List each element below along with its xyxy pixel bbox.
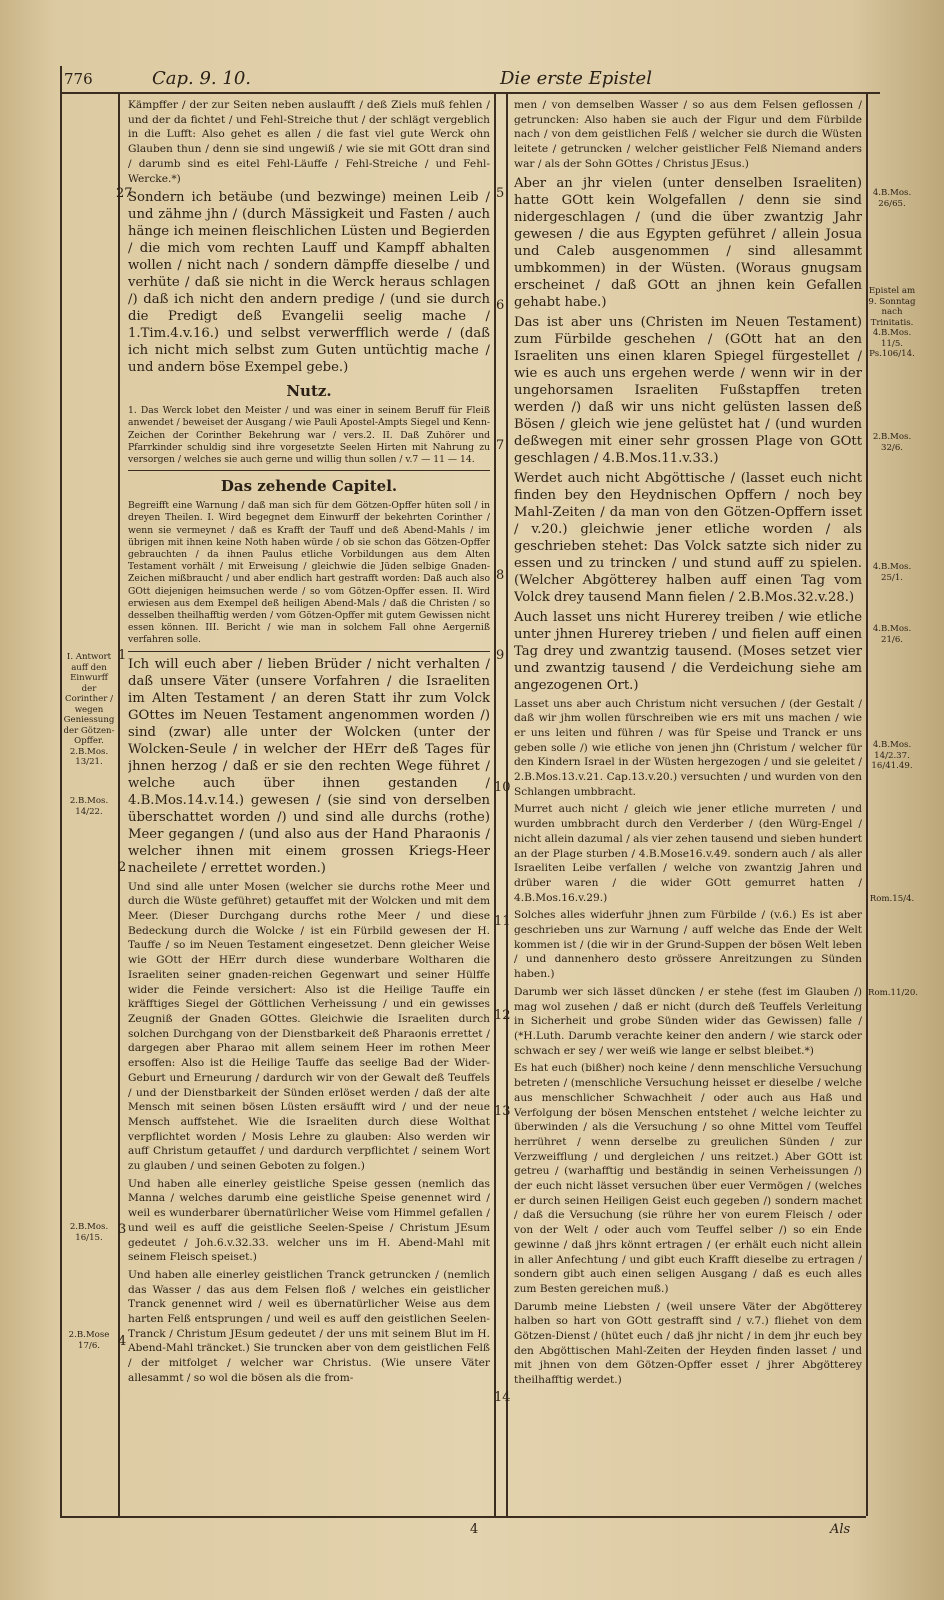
nutz-heading: Nutz.	[286, 382, 332, 401]
verse-14: Darumb meine Liebsten / (weil unsere Väter der Abgötterey halben so hart von GOtt gestrafft sind / v.7.) fliehet von dem Götzen-Dienst / (hütet euch / daß jhr nicht / in dem jhr euch bey den Abgöttischen Mahl-Zeiten der Heyden finden lasset / und mit jhnen von dem Götzen-Opffer esset / jhrer Abgötterey theilhafftig werdet.)	[514, 1300, 862, 1387]
verse-number-3: 3	[118, 1222, 127, 1237]
left-margin-note-3: 2.B.Mos. 16/15.	[69, 1222, 109, 1243]
catchword: Als	[830, 1522, 851, 1537]
verse-4: Und haben alle einerley geistlichen Tranck getruncken / (nemlich das Wasser / das aus dem Felsen floß / welches ein geistlicher Tranck genennet wird / weil es übernatürlicher Weise aus dem harten Felß entsprungen / und weil es auff den geistlichen Seelen-Tranck / Christum JEsum gedeutet / der uns mit seinem Blut im H. Abend-Mahl träncket.) Sie truncken aber von dem geistlichen Felß / der mitfolget / welcher war Christus. (Wie unsere Väter allesammt / so wol die bösen als die from-	[128, 1268, 490, 1384]
verse-3: Und haben alle einerley geistliche Speise gessen (nemlich das Manna / welches darumb eine geistliche Speise genennet wird / weil es wunderbarer übernatürlicher Weise vom Himmel gefallen / und weil es auff die geistliche Seelen-Speise / Christum JEsum gedeutet / Joh.6.v.32.33. welcher uns im H. Abend-Mahl mit seinem Fleisch speiset.)	[128, 1177, 490, 1264]
right-margin-note-1: 4.B.Mos. 26/65.	[872, 188, 912, 209]
verse-7: Werdet auch nicht Abgöttische / (lasset euch nicht finden bey den Heydnischen Opffern / noch bey Mahl-Zeiten / da man von den Götzen-Opffern isset / v.20.) gleichwie jener etliche worden / als geschrieben stehet: Das Volck satzte sich nider zu essen und zu trincken / und stund auff zu spielen. (Welcher Abgötterey halben auff einen Tag vom Volck drey tausend Mann fielen / 2.B.Mos.32.v.28.)	[514, 470, 862, 605]
verse-13: Es hat euch (bißher) noch keine / denn menschliche Versuchung betreten / (menschliche Versuchung heisset er dieselbe / welche aus menschlicher Schwachheit / oder auch aus Haß und Verfolgung der bösen Menschen entstehet / welche leichter zu überwinden / als die Versuchung / so ohne Mittel vom Teuffel herrühret / wenn derselbe zu greulichen Sünden / zur Verzweifflung / und dergleichen / uns reitzet.) Aber GOtt ist getreu / (warhafftig und beständig in seinen Verheissungen /) der euch nicht lässet versuchen über euer Vermögen / (welches er durch seinen Heiligen Geist euch gegeben /) sondern machet / daß die Versuchung (sie rühre her von eurem Fleisch / oder von der Welt / oder auch vom Teuffel selber /) so ein Ende gewinne / daß jhrs könnt ertragen / (er erhält euch nicht allein in aller Anfechtung / und gibt euch Krafft dieselbe zu ertragen / sondern gibt auch einen seligen Ausgang / daß es euch alles zum Besten gereichen muß.)	[514, 1062, 862, 1295]
chapter-summary: Begreifft eine Warnung / daß man sich für dem Götzen-Opffer hüten soll / in dreyen Theilen. I. Wird begegnet dem Einwurff der bekehrten Corinther / wenn sie vermeynet / daß es Krafft der Tauff und deß Abend-Mahls / im übrigen mit ihnen keine Noth haben würde / ob sie schon das Götzen-Opffer gebrauchten / da ihnen Paulus etliche Vorbildungen aus dem Alten Testament vorhält / mit Erweisung / gleichwie die Jüden selbige Gnaden-Zeichen mißbraucht / und aber endlich hart gestrafft worden: Daß auch also GOtt diejenigen heimsuchen werde / so vom Götzen-Opffer essen. II. Wird erwiesen aus dem Exempel deß heiligen Abend-Mals / daß die Christen / so desselben theilhafftig werden / vom Götzen-Opffer mit gutem Gewissen nicht essen können. III. Bericht / wie man in solchem Fall ohne Aergerniß verfahren solle.	[128, 500, 490, 646]
verse-27: Sondern ich betäube (und bezwinge) meinen Leib / und zähme jhn / (durch Mässigkeit und Fasten / auch hänge ich meinen fleischlichen Lüsten und Begierden / die mich vom rechten Lauff und Kampff abhalten wollen / nicht nach / sondern dämpffe dieselbe / und verhüte / daß sie nicht in die Werck heraus schlagen /) daß ich nicht den andern predige / (und sie durch die Predigt deß Evangelii seelig mache / 1.Tim.4.v.16.) und selbst verwerfflich werde / (daß ich nicht mich selbst zum Guten untüchtig mache / und andern böse Exempel gebe.)	[128, 190, 490, 376]
verse-9: Lasset uns aber auch Christum nicht versuchen / (der Gestalt / daß wir jhm wollen fürschreiben wie ers mit uns machen / wie er uns leiten und führen / was für Speise und Tranck er uns geben solle /) wie etliche von jenen jhn (Christum / welcher für den Kindern Israel in der Wüsten hergezogen / und sie geleitet / 2.B.Mos.13.v.21. Cap.13.v.20.) versuchten / und wurden von den Schlangen umbbracht.	[514, 697, 862, 798]
left-paragraph-continued: Kämpffer / der zur Seiten neben auslaufft / deß Ziels muß fehlen / und der da fichtet / und Fehl-Streiche thut / der schlägt vergeblich in die Lufft: Also gehet es allen / die fast viel gute Werck ohn Glauben thun / denn sie sind ungewiß / wie sie mit GOtt dran sind / darumb sind es eitel Fehl-Läuffe / Fehl-Streiche / und Fehl-Wercke.*)	[128, 99, 490, 185]
verse-number-9: 9	[496, 648, 505, 663]
verse-8: Auch lasset uns nicht Hurerey treiben / wie etliche unter jhnen Hurerey trieben / und fielen auff einen Tag drey und zwantzig tausend. (Moses setzet vier und zwantzig tausend / die Verdeichung siehe am angezogenen Ort.)	[514, 609, 862, 693]
verse-2: Und sind alle unter Mosen (welcher sie durchs rothe Meer und durch die Wüste geführet) getauffet mit der Wolcken und mit dem Meer. (Dieser Durchgang durchs rothe Meer / und diese Bedeckung durch die Wolcke / ist ein Fürbild gewesen der H. Tauffe / so im Neuen Testament eingesetzet. Denn gleicher Weise wie GOtt der HErr durch diese wunderbare Woltharen die Israeliten seiner gnaden-reichen Gegenwart und seiner Hülffe wider die Feinde versichert: Also ist die Heilige Tauffe ein kräfftiges Siegel der Göttlichen Verheissung / und ein gewisses Zeugniß der Gnaden GOttes. Gleichwie die Israeliten durch solchen Durchgang von der Dienstbarkeit deß Pharaonis errettet / dargegen aber Pharao mit allem seinem Heer im rothen Meer ersoffen: Also ist die Heilige Tauffe das seelige Bad der Wider-Geburt und Erneurung / dardurch wir von der Gewalt deß Teuffels / und der Dienstbarkeit der Sünden erlöset werden / daß der alte Mensch mit seinen bösen Lüsten ersäufft wird / und der neue Mensch auffstehet. Wie die Israeliten durch diese Wolthat verpflichtet worden / Mosis Lehre zu glauben: Also werden wir auff Christum getauffet / und dardurch verpflichtet / seinem Wort zu glauben / und seinen Geboten zu folgen.)	[128, 880, 490, 1173]
footer-rule	[60, 1516, 866, 1518]
chapter-reference: Cap. 9. 10.	[152, 68, 251, 89]
verse-10: Murret auch nicht / gleich wie jener etliche murreten / und wurden umbbracht durch den Verderber / (den Würg-Engel / nicht allein dazumal / als vier zehen tausend und sieben hundert an der Plage sturben / 4.B.Mose16.v.49. sondern auch / als aller Israeliten Leibe verfallen / welche von zwantzig Jahren und drüber waren / die wider GOtt gemurret hatten / 4.B.Mos.16.v.29.)	[514, 803, 862, 904]
signature-mark: 4	[470, 1522, 479, 1537]
header-rule	[60, 92, 880, 94]
right-margin-note-7: Rom.15/4.	[869, 894, 915, 904]
verse-number-2: 2	[118, 860, 127, 875]
right-margin-note-4: 4.B.Mos. 25/1.	[872, 562, 912, 583]
verse-number-27: 27	[116, 186, 133, 201]
verse-number-6: 6	[496, 298, 505, 313]
left-margin-note-4: 2.B.Mose 17/6.	[68, 1330, 110, 1351]
verse-1: Ich will euch aber / lieben Brüder / nicht verhalten / daß unsere Väter (unsere Vorfahren / die Israeliten im Alten Testament / an deren Statt ihr zum Volck GOttes im Neuen Testament angenommen worden /) sind (zwar) alle unter der Wolcken (unter der Wolcken-Seule / in welcher der HErr deß Tages für jhnen herzog / daß er sie den rechten Wege führet / welche auch über ihnen gestanden / 4.B.Mos.14.v.14.) gewesen / (sie sind von derselben überschattet worden /) und sind alle durchs (rothe) Meer gegangen / (und also aus der Hand Pharaonis / welcher ihnen mit einem grossen Kriegs-Heer nacheilete / errettet worden.)	[128, 656, 490, 876]
chapter-heading: Das zehende Capitel.	[220, 477, 398, 496]
verse-number-14: 14	[494, 1390, 511, 1405]
verse-5: Aber an jhr vielen (unter denselben Israeliten) hatte GOtt kein Wolgefallen / denn sie sind nidergeschlagen / (und die über zwantzig Jahr gewesen / die aus Egypten geführet / allein Josua und Caleb ausgenommen / sind allesammt umbkommen) in der Wüsten. (Woraus gnugsam erscheinet / daß GOtt an jhnen kein Gefallen gehabt habe.)	[514, 175, 862, 310]
verse-number-5: 5	[496, 186, 505, 201]
left-margin-note-2: 2.B.Mos. 14/22.	[69, 796, 109, 817]
right-margin-note-6: 4.B.Mos. 14/2.37. 16/41.49.	[871, 740, 913, 771]
verse-number-12: 12	[494, 1008, 511, 1023]
right-margin-note-3: 2.B.Mos. 32/6.	[872, 432, 912, 453]
right-paragraph-continued: men / von demselben Wasser / so aus dem Felsen geflossen / getruncken: Also haben sie auch der Figur und dem Fürbilde nach / von dem geistlichen Felß / welcher sie durch die Wüsten leitete / getruncken / welcher geistlicher Felß Niemand anders war / als der Sohn GOttes / Christus JEsus.)	[514, 99, 862, 170]
column-gutter-rule-right	[506, 92, 508, 1516]
outer-left-rule	[60, 66, 62, 1516]
verse-number-4: 4	[118, 1334, 127, 1349]
verse-number-1: 1	[118, 648, 127, 663]
running-title: Die erste Epistel	[500, 68, 652, 89]
section-rule	[128, 470, 490, 471]
nutz-text: 1. Das Werck lobet den Meister / und was einer in seinem Beruff für Fleiß anwendet / beweiset der Ausgang / wie Pauli Apostel-Ampts Siegel und Kenn-Zeichen der Corinther Bekehrung war / vers.2. II. Daß Zuhörer und Pfarrkinder schuldig sind ihre vorgesetzte Seelen Hirten mit Nahrung zu versorgen / welches sie auch gerne und willig thun sollen / v.7 — 11 — 14.	[128, 405, 490, 466]
verse-number-13: 13	[494, 1104, 511, 1119]
right-margin-note-5: 4.B.Mos. 21/6.	[872, 624, 912, 645]
summary-rule	[128, 651, 490, 652]
left-margin-note-1: I. Antwort auff den Einwurff der Corinther / wegen Geniessung der Götzen-Opffer. 2.B.Mos. 13/21.	[63, 652, 115, 767]
left-margin-rule	[118, 92, 120, 1516]
right-column	[514, 98, 862, 1514]
verse-11: Solches alles widerfuhr jhnen zum Fürbilde / (v.6.) Es ist aber geschrieben uns zur Warnung / auff welche das Ende der Welt kommen ist / (die wir in der Grund-Suppen der bösen Welt leben / und dannenhero desto grössere Anreitzungen zu Sünden haben.)	[514, 909, 862, 981]
verse-12: Darumb wer sich lässet düncken / er stehe (fest im Glauben /) mag wol zusehen / daß er nicht (durch deß Teuffels Verleitung in Sicherheit und grobe Sünden wider das Gewissen) falle / (*H.Luth. Darumb verachte keiner den andern / wie starck oder schwach er sey / wer weiß wie lange er selbst bleibet.*)	[514, 985, 862, 1057]
left-column	[128, 98, 490, 1514]
page-number: 776	[64, 70, 93, 88]
verse-number-10: 10	[494, 780, 511, 795]
right-margin-note-8: Rom.11/20.	[868, 988, 919, 998]
verse-6: Das ist aber uns (Christen im Neuen Testament) zum Fürbilde geschehen / (GOtt hat an den Israeliten uns einen klaren Spiegel fürgestellet / wie es auch uns ergehen werde / wenn wir in der ungehorsamen Israeliten Fußstapffen treten werden /) daß wir uns nicht gelüsten lassen deß Bösen / gleich wie jene gelüstet hat / (und wurden deßwegen mit einer sehr grossen Plage von GOtt geschlagen / 4.B.Mos.11.v.33.)	[514, 314, 862, 466]
verse-number-8: 8	[496, 568, 505, 583]
running-header	[60, 66, 880, 92]
verse-number-7: 7	[496, 438, 505, 453]
verse-number-11: 11	[494, 914, 511, 929]
right-margin-note-2: Epistel am 9. Sonntag nach Trinitatis. 4.B.Mos. 11/5. Ps.106/14.	[868, 286, 916, 359]
